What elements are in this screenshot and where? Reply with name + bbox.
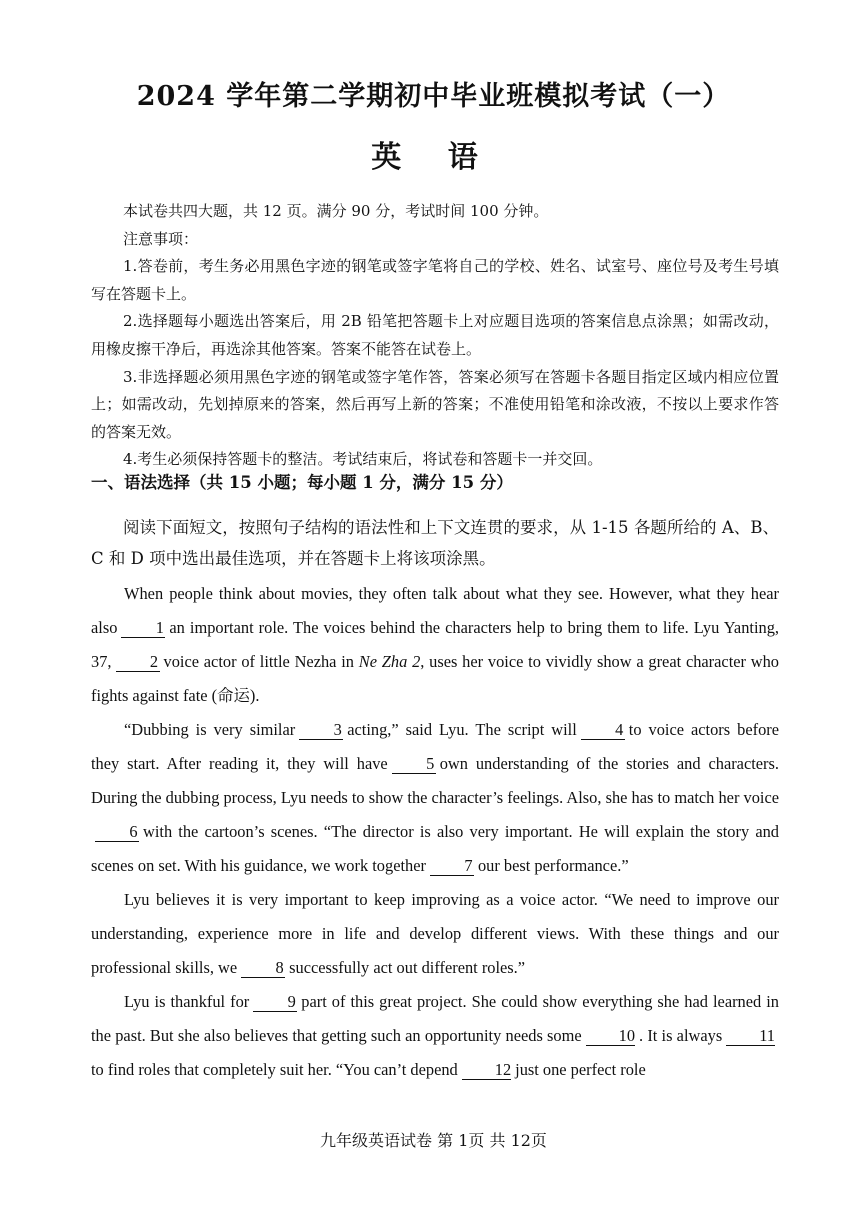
section-instruction-block: [91, 512, 779, 574]
note-item-1: 1.答卷前，考生务必用黑色字迹的钢笔或签字笔将自己的学校、姓名、试室号、座位号及考生号填写在答题卡上。: [91, 257, 779, 303]
passage-text: to voice actors before they start. After reading it, they will have: [91, 720, 780, 773]
passage-paragraph-3: [91, 883, 779, 985]
answer-blank-8: 8: [241, 959, 285, 978]
passage-text: our best performance.”: [477, 856, 629, 875]
answer-blank-2: 2: [116, 653, 160, 672]
reading-passage: [91, 577, 779, 1087]
answer-blank-3: 3: [299, 721, 343, 740]
film-title: Ne Zha 2: [358, 652, 421, 671]
passage-text: own understanding of the stories and characters. During the dubbing process, Lyu needs to show the character’s feelings. Also, she has to match her voice: [91, 754, 779, 807]
section-instruction: 阅读下面短文，按照句子结构的语法性和上下文连贯的要求，从 1-15 各题所给的 A、B、C 和 D 项中选出最佳选项，并在答题卡上将该项涂黑。: [91, 518, 779, 568]
answer-blank-11: 11: [726, 1027, 775, 1046]
note-item-4: 4.考生必须保持答题卡的整洁。考试结束后，将试卷和答题卡一并交回。: [123, 450, 603, 469]
answer-blank-10: 10: [586, 1027, 635, 1046]
answer-blank-4: 4: [581, 721, 625, 740]
exam-intro: 本试卷共四大题，共 12 页。满分 90 分，考试时间 100 分钟。: [123, 202, 549, 220]
passage-text: Lyu believes it is very important to keep improving as a voice actor. “We need to improve our understanding, experience more in life and develop different views. With these things and our professional skills, we: [91, 890, 779, 977]
note-item-3: 3.非选择题必须用黑色字迹的钢笔或签字笔作答，答案必须写在答题卡各题目指定区域内相应位置上；如需改动，先划掉原来的答案，然后再写上新的答案；不准使用铅笔和涂改液，不按以上要求作答的答案无效。: [91, 367, 779, 441]
passage-text: When people think about movies, they often talk about what they see. However, what they hear also: [91, 584, 779, 637]
passage-text: to find roles that completely suit her. “You can’t depend: [91, 1060, 458, 1079]
passage-text: acting,” said Lyu. The script will: [347, 720, 577, 739]
answer-blank-9: 9: [253, 993, 297, 1012]
passage-text: “Dubbing is very similar: [124, 720, 296, 739]
section-heading: 一、语法选择（共 15 小题；每小题 1 分，满分 15 分）: [91, 473, 513, 492]
passage-text: Lyu is thankful for: [124, 992, 250, 1011]
note-item-2: 2.选择题每小题选出答案后，用 2B 铅笔把答题卡上对应题目选项的答案信息点涂黑；如需改动，用橡皮擦干净后，再选涂其他答案。答案不能答在试卷上。: [91, 312, 779, 358]
answer-blank-5: 5: [392, 755, 436, 774]
subject-title: 英 语: [371, 140, 496, 175]
answer-blank-7: 7: [430, 857, 474, 876]
exam-title: 2024 学年第二学期初中毕业班模拟考试（一）: [136, 81, 731, 112]
passage-paragraph-1: [91, 577, 779, 713]
answer-blank-1: 1: [121, 619, 165, 638]
page-footer: 九年级英语试卷 第 1页 共 12页: [320, 1131, 547, 1150]
passage-text: , uses her voice to vividly show a great character who fights against fate (命运).: [91, 652, 779, 705]
passage-text: voice actor of little Nezha in: [163, 652, 354, 671]
passage-paragraph-2: [91, 713, 779, 883]
passage-text: successfully act out different roles.”: [289, 958, 526, 977]
exam-notes: [91, 198, 779, 474]
passage-text: with the cartoon’s scenes. “The director is also very important. He will explain the story and scenes on set. With his guidance, we work together: [91, 822, 779, 875]
notes-heading: 注意事项：: [123, 229, 199, 248]
passage-text: just one perfect role: [515, 1060, 646, 1079]
passage-paragraph-4: [91, 985, 779, 1087]
passage-text: an important role. The voices behind the characters help to bring them to life. Lyu Yanting, 37,: [91, 618, 779, 671]
passage-text: part of this great project. She could show everything she had learned in the past. But she also believes that getting such an opportunity needs some: [91, 992, 779, 1045]
answer-blank-6: 6: [95, 823, 139, 842]
passage-text: . It is always: [639, 1026, 723, 1045]
answer-blank-12: 12: [462, 1061, 511, 1080]
